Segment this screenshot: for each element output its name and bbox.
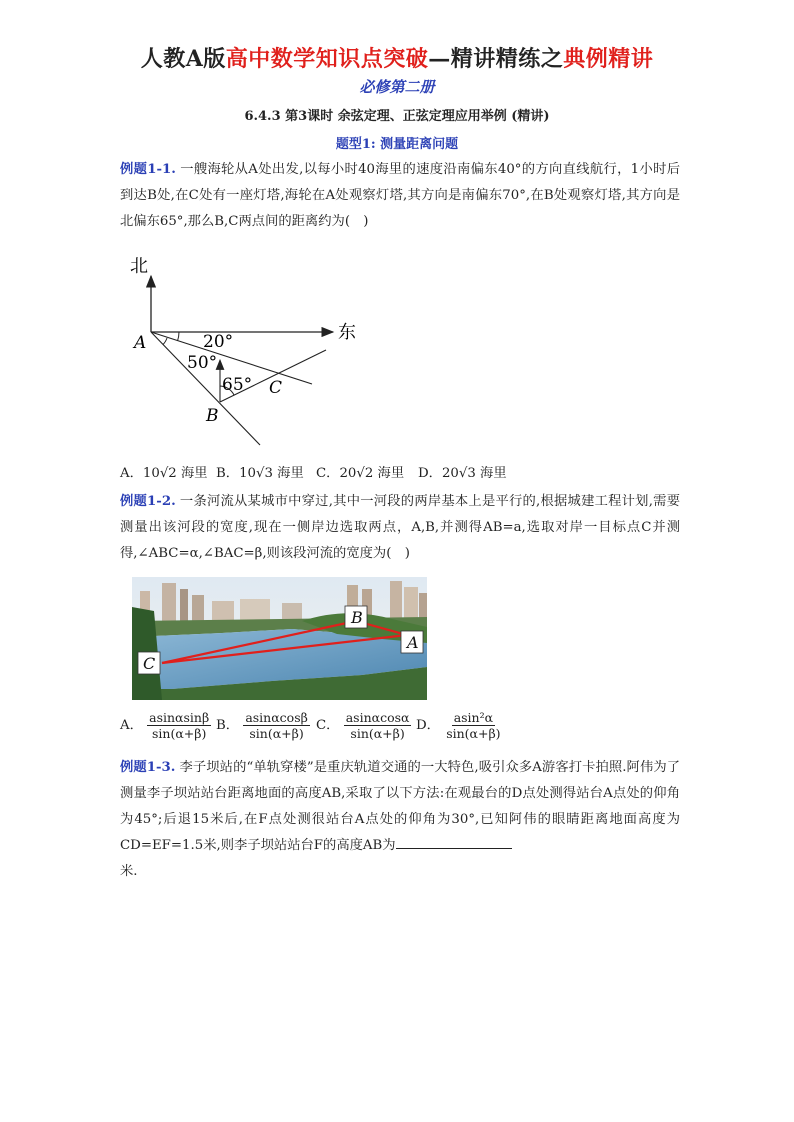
river-photo [132, 577, 427, 700]
fraction: $\frac{\text{asin²α}}{\sin(\alpha+\beta)}$ [446, 710, 501, 741]
option-d: D．20√3 海里 [418, 466, 507, 481]
photo-point-b: B [351, 608, 363, 627]
point-c-label: C [269, 378, 283, 398]
example-text: 李子坝站的“单轨穿楼”是重庆轨道交通的一大特色,吸引众多A游客打卡拍照.阿伟为了测量李子坝站站台距离地面的高度AB,采取了以下方法:在观最台的D点处测得站台A点处的仰角为45°;后退15米后,在F点处测很站台A点处的仰角为30°,已知阿伟的眼睛距离地面高度为CD=EF=1.5米,则李子坝站站台F的高度AB为 [120, 760, 681, 853]
angle-label-65: 65° [222, 375, 253, 395]
example-1-2-options [120, 710, 680, 750]
example-label: 例题1-2. [120, 494, 176, 509]
angle-arc-50 [163, 338, 167, 345]
title-part-red: 高中数学知识点突破 [225, 46, 429, 72]
example-text: 一艘海轮从A处出发,以每小时40海里的速度沿南偏东40°的方向直线航行，1小时后到达B处,在C处有一座灯塔,海轮在A处观察灯塔,其方向是南偏东70°,在B处观察灯塔,其方向是北偏东65°,那么B,C两点间的距离约为( ) [120, 162, 680, 229]
label-east: 东 [338, 322, 356, 343]
angle-label-20: 20° [203, 332, 234, 352]
point-b-label: B [206, 406, 219, 426]
option-a: A．10√2 海里 [120, 466, 208, 481]
document-title [0, 42, 794, 73]
fraction: $\frac{asin\alpha\cos\alpha}{\sin(\alpha+\beta)}$ [345, 710, 410, 741]
example-1-1-options [120, 462, 680, 482]
example-tail: 米. [120, 864, 138, 879]
point-a-label: A [134, 333, 147, 353]
option-b: B．10√3 海里 [216, 466, 304, 481]
title-separator: —精讲精练之 [428, 46, 564, 72]
option-d: D． $\frac{\text{asin²α}}{\sin(\alpha+\beta)}$ [416, 710, 501, 741]
title-part-red-2: 典例精讲 [563, 46, 654, 72]
title-part-black: 人教A版 [140, 46, 226, 72]
example-label: 例题1-1. [120, 162, 176, 177]
example-1-2 [120, 489, 680, 567]
option-c: C． $\frac{asin\alpha\cos\alpha}{\sin(\alpha+\beta)}$ [316, 710, 410, 741]
label-north: 北 [130, 256, 148, 277]
angle-label-50: 50° [187, 353, 218, 373]
fraction: $\frac{asin\alpha\sin\beta}{\sin(\alpha+\beta)}$ [149, 710, 210, 741]
example-1-3 [120, 755, 680, 885]
answer-blank [396, 834, 512, 849]
fraction: $\frac{asin\alpha\cos\beta}{\sin(\alpha+\beta)}$ [245, 710, 308, 741]
lesson-heading: 6.4.3 第3课时 余弦定理、正弦定理应用举例 (精讲) [244, 109, 550, 124]
example-text: 一条河流从某城市中穿过,其中一河段的两岸基本上是平行的,根据城建工程计划,需要测量出该河段的宽度,现在一侧岸边选取两点，A,B,并测得AB=a,选取对岸一目标点C并测得,∠ABC=α,∠BAC=β,则该段河流的宽度为( ) [120, 494, 680, 561]
example-1-1 [120, 157, 680, 235]
photo-point-a: A [407, 633, 419, 652]
angle-arc-20 [178, 332, 179, 341]
option-b: B． $\frac{asin\alpha\cos\beta}{\sin(\alpha+\beta)}$ [216, 710, 308, 741]
document-subtitle: 必修第二册 [359, 78, 435, 96]
example-label: 例题1-3. [120, 760, 176, 775]
photo-point-c: C [143, 654, 156, 673]
option-c: C．20√2 海里 [316, 466, 405, 481]
navigation-diagram [120, 250, 380, 450]
option-a: A． $\frac{asin\alpha\sin\beta}{\sin(\alpha+\beta)}$ [120, 710, 210, 741]
topic-heading: 题型1: 测量距离问题 [335, 137, 459, 152]
